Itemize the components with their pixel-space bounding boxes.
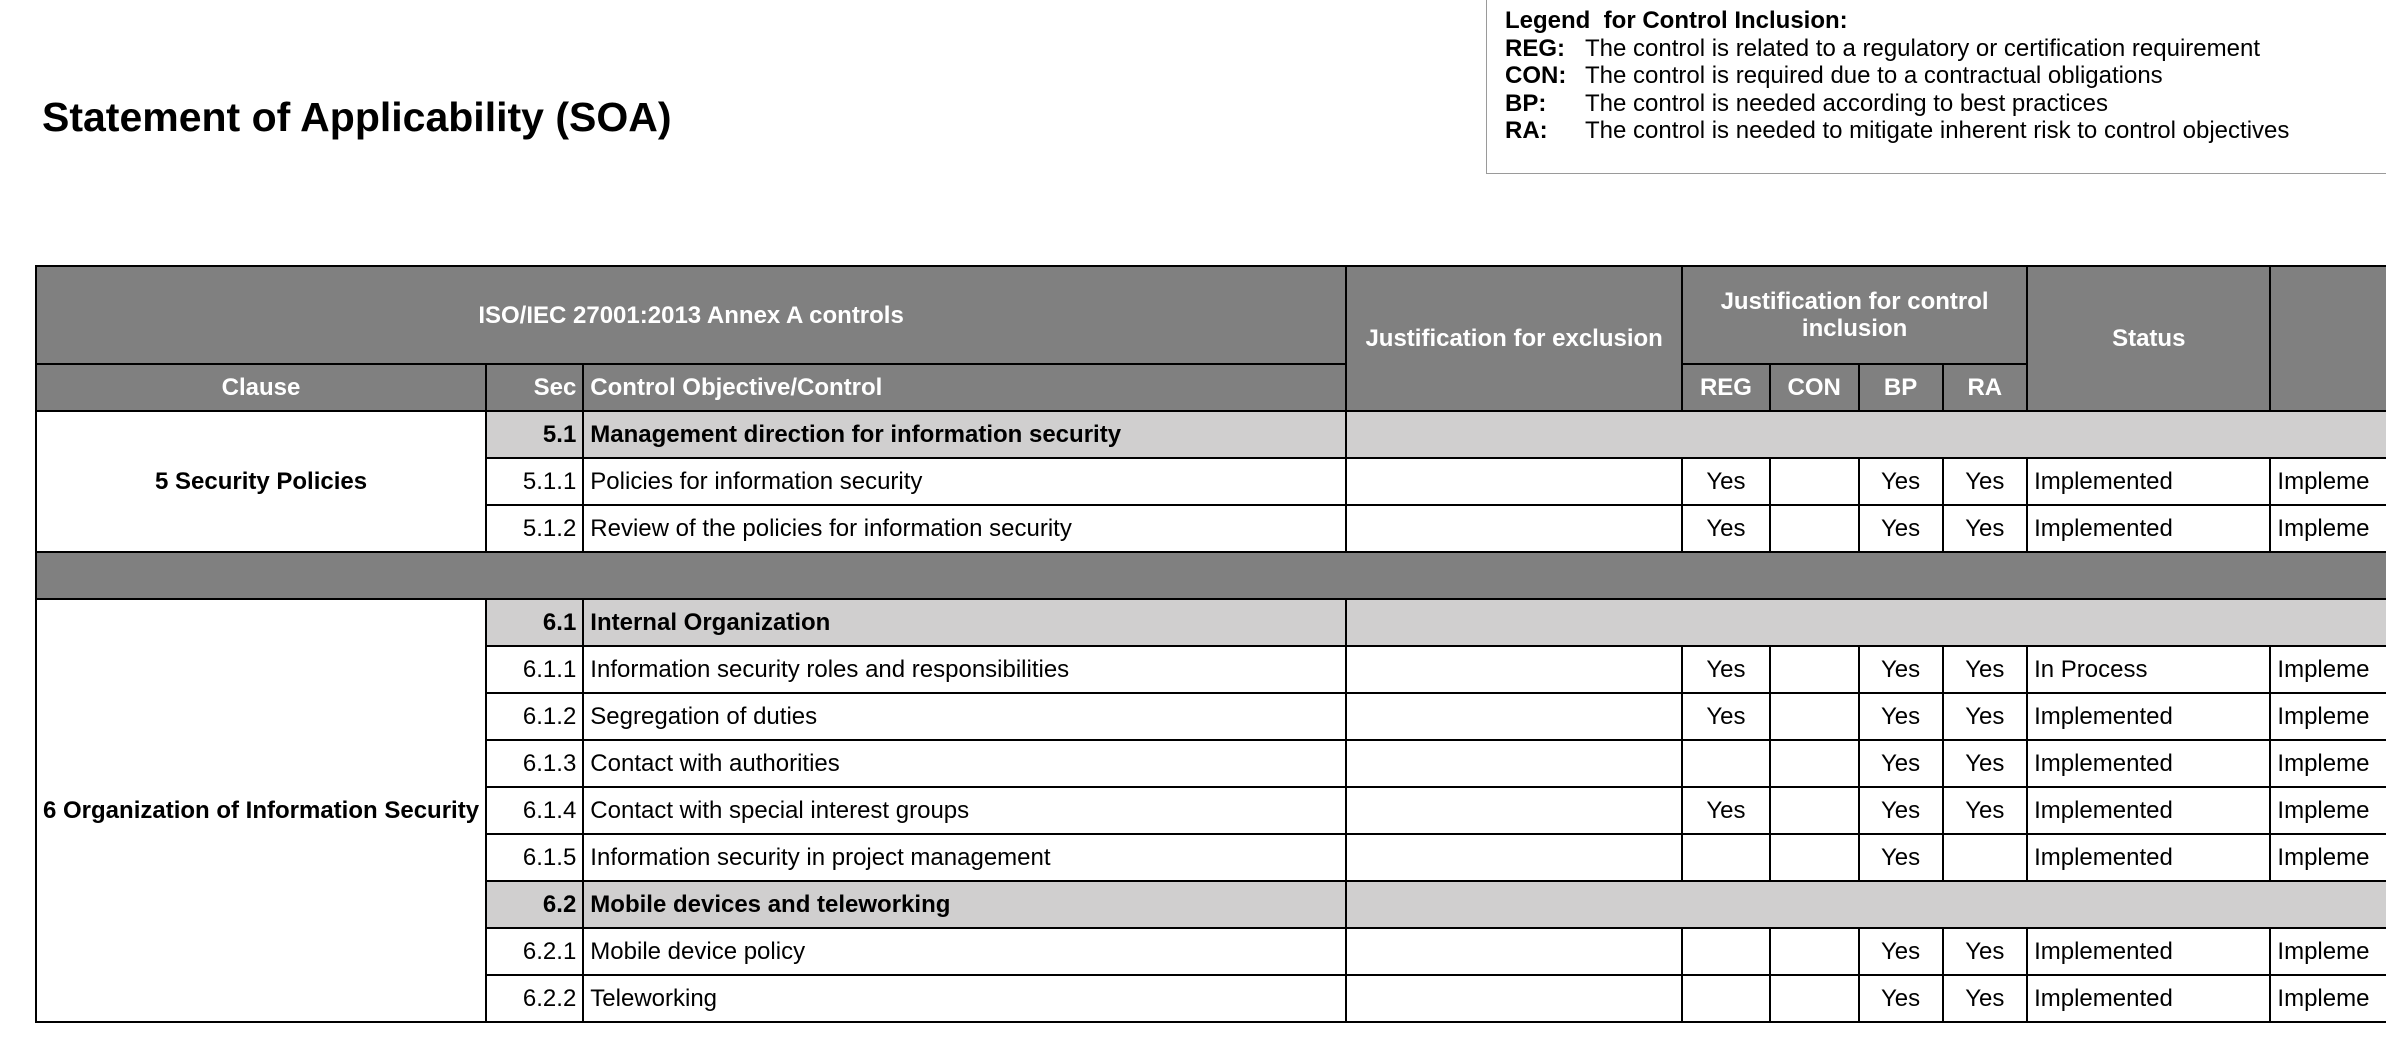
control-name: Teleworking <box>583 975 1346 1022</box>
bp-cell: Yes <box>1859 505 1943 552</box>
exclusion-cell <box>1346 787 1682 834</box>
bp-cell: Yes <box>1859 787 1943 834</box>
bp-cell: Yes <box>1859 458 1943 505</box>
header-extra-column <box>2270 266 2386 411</box>
con-cell <box>1770 505 1859 552</box>
status-cell: Implemented <box>2027 458 2270 505</box>
extra-cell: Impleme <box>2270 693 2386 740</box>
bp-cell: Yes <box>1859 646 1943 693</box>
control-number: 6.2.1 <box>486 928 583 975</box>
legend-item-reg <box>1505 35 2386 63</box>
status-cell: Implemented <box>2027 928 2270 975</box>
section-title: Management direction for information security <box>583 411 1346 458</box>
status-cell: Implemented <box>2027 834 2270 881</box>
con-cell <box>1770 975 1859 1022</box>
reg-cell: Yes <box>1682 646 1770 693</box>
control-name: Segregation of duties <box>583 693 1346 740</box>
header-clause: Clause <box>36 364 486 411</box>
section-number: 5.1 <box>486 411 583 458</box>
con-cell <box>1770 646 1859 693</box>
status-cell: In Process <box>2027 646 2270 693</box>
legend-text: The control is needed according to best practices <box>1585 89 2108 117</box>
exclusion-cell <box>1346 693 1682 740</box>
legend-code: CON: <box>1505 62 1567 89</box>
reg-cell <box>1682 834 1770 881</box>
section-row <box>36 599 2386 646</box>
control-number: 6.1.1 <box>486 646 583 693</box>
exclusion-cell <box>1346 458 1682 505</box>
ra-cell: Yes <box>1943 646 2028 693</box>
legend-text: The control is related to a regulatory or certification requirement <box>1585 34 2260 62</box>
header-annex-controls: ISO/IEC 27001:2013 Annex A controls <box>36 266 1346 364</box>
control-number: 5.1.2 <box>486 505 583 552</box>
header-reg: REG <box>1682 364 1770 411</box>
ra-cell: Yes <box>1943 787 2028 834</box>
status-cell: Implemented <box>2027 740 2270 787</box>
control-number: 5.1.1 <box>486 458 583 505</box>
control-name: Information security in project management <box>583 834 1346 881</box>
clause-cell: 5 Security Policies <box>36 411 486 552</box>
exclusion-cell <box>1346 975 1682 1022</box>
con-cell <box>1770 787 1859 834</box>
exclusion-cell <box>1346 740 1682 787</box>
reg-cell <box>1682 740 1770 787</box>
legend-code: BP: <box>1505 89 1547 117</box>
legend-text: The control is needed to mitigate inherent risk to control objectives <box>1585 117 2290 144</box>
header-ra: RA <box>1943 364 2028 411</box>
exclusion-cell <box>1346 505 1682 552</box>
reg-cell <box>1682 928 1770 975</box>
bp-cell: Yes <box>1859 975 1943 1022</box>
control-number: 6.1.2 <box>486 693 583 740</box>
header-con: CON <box>1770 364 1859 411</box>
control-number: 6.1.3 <box>486 740 583 787</box>
reg-cell: Yes <box>1682 458 1770 505</box>
extra-cell: Impleme <box>2270 928 2386 975</box>
control-number: 6.1.4 <box>486 787 583 834</box>
ra-cell <box>1943 834 2028 881</box>
reg-cell <box>1682 975 1770 1022</box>
status-cell: Implemented <box>2027 693 2270 740</box>
section-fill <box>1346 881 2386 928</box>
ra-cell: Yes <box>1943 693 2028 740</box>
con-cell <box>1770 740 1859 787</box>
header-row-top <box>36 266 2386 364</box>
legend-item-ra <box>1505 117 2386 145</box>
control-number: 6.1.5 <box>486 834 583 881</box>
legend-item-bp <box>1505 90 2386 118</box>
control-name: Information security roles and responsibilities <box>583 646 1346 693</box>
control-name: Policies for information security <box>583 458 1346 505</box>
section-fill <box>1346 411 2386 458</box>
con-cell <box>1770 834 1859 881</box>
header-justification-inclusion: Justification for control inclusion <box>1682 266 2027 364</box>
bp-cell: Yes <box>1859 740 1943 787</box>
section-title: Mobile devices and teleworking <box>583 881 1346 928</box>
section-title: Internal Organization <box>583 599 1346 646</box>
header-sec: Sec <box>486 364 583 411</box>
legend-code: RA: <box>1505 117 1548 144</box>
header-status: Status <box>2027 266 2270 411</box>
section-row <box>36 411 2386 458</box>
bp-cell: Yes <box>1859 834 1943 881</box>
spacer-cell <box>36 552 2386 599</box>
extra-cell: Impleme <box>2270 740 2386 787</box>
control-name: Mobile device policy <box>583 928 1346 975</box>
status-cell: Implemented <box>2027 787 2270 834</box>
control-name: Contact with special interest groups <box>583 787 1346 834</box>
header-control: Control Objective/Control <box>583 364 1346 411</box>
soa-table <box>35 265 2386 1023</box>
clause-cell: 6 Organization of Information Security <box>36 599 486 1022</box>
spacer-row <box>36 552 2386 599</box>
extra-cell: Impleme <box>2270 787 2386 834</box>
section-number: 6.1 <box>486 599 583 646</box>
ra-cell: Yes <box>1943 458 2028 505</box>
extra-cell: Impleme <box>2270 505 2386 552</box>
control-name: Contact with authorities <box>583 740 1346 787</box>
section-fill <box>1346 599 2386 646</box>
control-name: Review of the policies for information security <box>583 505 1346 552</box>
extra-cell: Impleme <box>2270 834 2386 881</box>
extra-cell: Impleme <box>2270 646 2386 693</box>
page-title: Statement of Applicability (SOA) <box>42 94 672 140</box>
legend-code: REG: <box>1505 34 1565 62</box>
ra-cell: Yes <box>1943 975 2028 1022</box>
reg-cell: Yes <box>1682 787 1770 834</box>
reg-cell: Yes <box>1682 505 1770 552</box>
ra-cell: Yes <box>1943 505 2028 552</box>
bp-cell: Yes <box>1859 928 1943 975</box>
header-justification-exclusion: Justification for exclusion <box>1346 266 1682 411</box>
extra-cell: Impleme <box>2270 975 2386 1022</box>
ra-cell: Yes <box>1943 928 2028 975</box>
exclusion-cell <box>1346 646 1682 693</box>
header-bp: BP <box>1859 364 1943 411</box>
con-cell <box>1770 458 1859 505</box>
con-cell <box>1770 693 1859 740</box>
legend-item-con <box>1505 62 2386 90</box>
exclusion-cell <box>1346 834 1682 881</box>
bp-cell: Yes <box>1859 693 1943 740</box>
ra-cell: Yes <box>1943 740 2028 787</box>
reg-cell: Yes <box>1682 693 1770 740</box>
legend-title: Legend for Control Inclusion: <box>1505 7 1848 34</box>
extra-cell: Impleme <box>2270 458 2386 505</box>
exclusion-cell <box>1346 928 1682 975</box>
legend-text: The control is required due to a contractual obligations <box>1585 62 2163 89</box>
section-number: 6.2 <box>486 881 583 928</box>
status-cell: Implemented <box>2027 505 2270 552</box>
status-cell: Implemented <box>2027 975 2270 1022</box>
con-cell <box>1770 928 1859 975</box>
legend-box <box>1486 0 2386 174</box>
control-number: 6.2.2 <box>486 975 583 1022</box>
